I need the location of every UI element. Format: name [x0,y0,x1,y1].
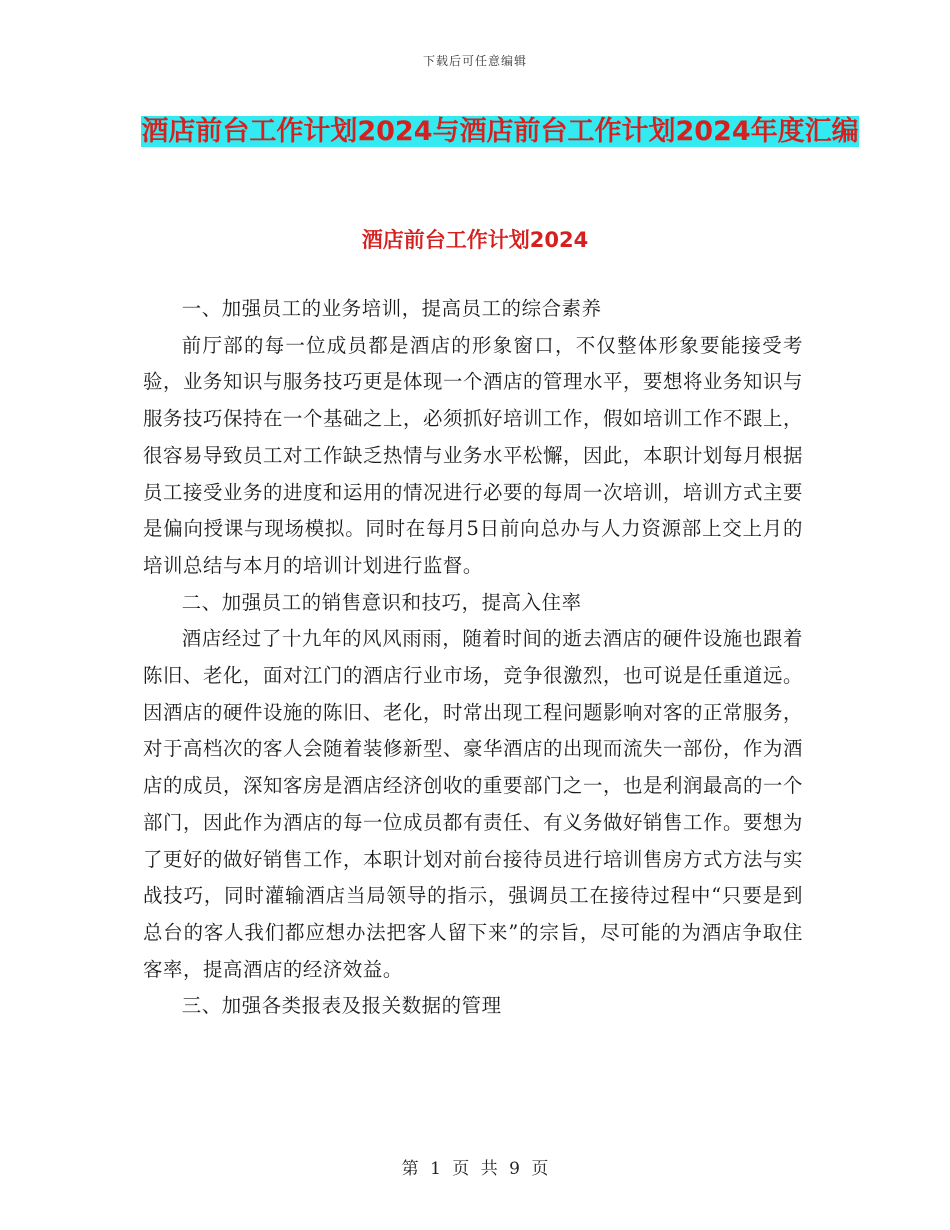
document-body [143,291,803,1025]
page-number: 第 1 页 共 9 页 [401,1159,549,1179]
header-note: 下载后可任意编辑 [422,54,527,68]
section-title: 酒店前台工作计划2024 [361,228,589,252]
document-title [140,108,860,156]
paragraph-1: 前厅部的每一位成员都是酒店的形象窗口，不仅整体形象要能接受考验，业务知识与服务技巧更是体现一个酒店的管理水平，要想将业务知识与服务技巧保持在一个基础之上，必须抓好培训工作，假如培训工作不跟上，很容易导致员工对工作缺乏热情与业务水平松懈，因此，本职计划每月根据员工接受业务的进度和运用的情况进行必要的每周一次培训，培训方式主要是偏向授课与现场模拟。同时在每月5日前向总办与人力资源部上交上月的培训总结与本月的培训计划进行监督。 [143,333,803,577]
document-title-text: 酒店前台工作计划2024与酒店前台工作计划2024年度汇编 [141,116,859,147]
section-heading-3: 三、加强各类报表及报关数据的管理 [181,994,502,1018]
paragraph-2: 酒店经过了十九年的风风雨雨，随着时间的逝去酒店的硬件设施也跟着陈旧、老化，面对江门的酒店行业市场，竞争很激烈，也可说是任重道远。因酒店的硬件设施的陈旧、老化，时常出现工程问题影响对客的正常服务，对于高档次的客人会随着装修新型、豪华酒店的出现而流失一部份，作为酒店的成员，深知客房是酒店经济创收的重要部门之一，也是利润最高的一个部门，因此作为酒店的每一位成员都有责任、有义务做好销售工作。要想为了更好的做好销售工作，本职计划对前台接待员进行培训售房方式方法与实战技巧，同时灌输酒店当局领导的指示，强调员工在接待过程中“只要是到总台的客人我们都应想办法把客人留下来”的宗旨，尽可能的为酒店争取住客率，提高酒店的经济效益。 [143,627,803,981]
section-heading-2: 二、加强员工的销售意识和技巧，提高入住率 [181,590,582,614]
section-heading-1: 一、加强员工的业务培训，提高员工的综合素养 [181,297,602,320]
